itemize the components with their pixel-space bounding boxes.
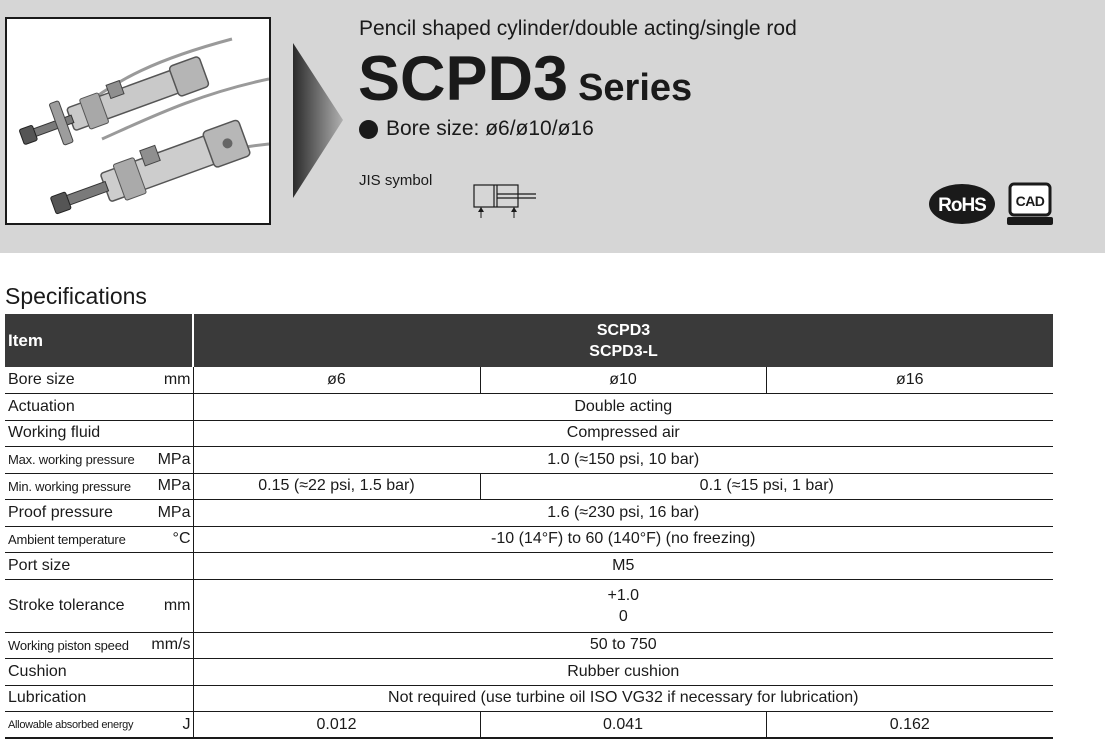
- row-label: Bore size: [5, 367, 148, 394]
- rohs-badge-icon: [928, 183, 996, 225]
- cell-value: 1.6 (≈230 psi, 16 bar): [193, 500, 1053, 527]
- table-row: [5, 659, 1053, 686]
- product-title: [358, 44, 692, 114]
- cad-badge-icon: [1007, 182, 1053, 226]
- table-row: [5, 579, 1053, 632]
- specifications-table: [5, 314, 1053, 739]
- row-label: Working fluid: [5, 420, 148, 447]
- table-header-row: [5, 314, 1053, 367]
- cell-value: 1.0 (≈150 psi, 10 bar): [193, 447, 1053, 474]
- table-row: [5, 447, 1053, 474]
- table-row: [5, 526, 1053, 553]
- row-unit: [148, 420, 193, 447]
- product-subtitle: Pencil shaped cylinder/double acting/single rod: [359, 17, 797, 40]
- cell-value: Compressed air: [193, 420, 1053, 447]
- row-label: Actuation: [5, 394, 148, 421]
- jis-cylinder-symbol-icon: [472, 180, 538, 220]
- cell-energy-6: 0.012: [193, 712, 480, 739]
- cell-value: Not required (use turbine oil ISO VG32 if necessary for lubrication): [193, 685, 1053, 712]
- cad-badge-text: CAD: [1015, 193, 1045, 209]
- tolerance-upper: +1.0: [607, 586, 640, 604]
- row-unit: [148, 394, 193, 421]
- item-column-header: Item: [5, 314, 193, 367]
- row-unit: °C: [148, 526, 193, 553]
- product-model-name: SCPD3: [358, 44, 569, 114]
- table-row: [5, 685, 1053, 712]
- cell-value: 50 to 750: [193, 632, 1053, 659]
- row-label: Stroke tolerance: [5, 579, 148, 632]
- row-label: Lubrication: [5, 685, 148, 712]
- table-row: [5, 473, 1053, 500]
- row-unit: J: [148, 712, 193, 739]
- tolerance-lower: 0: [618, 607, 628, 625]
- row-label: Port size: [5, 553, 148, 580]
- cell-value: Rubber cushion: [193, 659, 1053, 686]
- model-name-line2: SCPD3-L: [589, 342, 658, 360]
- cell-energy-16: 0.162: [766, 712, 1053, 739]
- table-row: [5, 500, 1053, 527]
- product-series-label: Series: [578, 67, 693, 109]
- row-label: Working piston speed: [5, 632, 148, 659]
- row-unit: [148, 659, 193, 686]
- cell-value-10-16: 0.1 (≈15 psi, 1 bar): [480, 473, 1053, 500]
- product-photo: [5, 17, 271, 225]
- row-label: Proof pressure: [5, 500, 148, 527]
- cell-value-6: 0.15 (≈22 psi, 1.5 bar): [193, 473, 480, 500]
- row-unit: MPa: [148, 473, 193, 500]
- table-row: [5, 420, 1053, 447]
- table-row: [5, 394, 1053, 421]
- table-row: [5, 553, 1053, 580]
- cylinder-photo-image: [7, 19, 269, 223]
- table-row: [5, 367, 1053, 394]
- bullet-icon: [359, 120, 378, 139]
- product-header: [0, 0, 1105, 253]
- row-unit: mm/s: [148, 632, 193, 659]
- row-unit: [148, 685, 193, 712]
- table-row: [5, 712, 1053, 739]
- row-label: Max. working pressure: [5, 447, 148, 474]
- cell-bore-10: ø10: [480, 367, 766, 394]
- cell-bore-6: ø6: [193, 367, 480, 394]
- specifications-heading: Specifications: [5, 283, 147, 309]
- row-unit: MPa: [148, 447, 193, 474]
- cell-value: [193, 579, 1053, 632]
- model-name-line1: SCPD3: [596, 321, 651, 339]
- model-column-header: [193, 314, 1053, 367]
- row-unit: MPa: [148, 500, 193, 527]
- row-unit: mm: [148, 579, 193, 632]
- cell-value: -10 (14°F) to 60 (140°F) (no freezing): [193, 526, 1053, 553]
- row-label: Cushion: [5, 659, 148, 686]
- row-unit: mm: [148, 367, 193, 394]
- row-label: Allowable absorbed energy: [5, 712, 148, 739]
- row-label: Min. working pressure: [5, 473, 148, 500]
- rohs-badge-text: RoHS: [938, 195, 986, 216]
- cell-value: M5: [193, 553, 1053, 580]
- cell-energy-10: 0.041: [480, 712, 766, 739]
- header-arrow-icon: [293, 43, 343, 198]
- cell-bore-16: ø16: [766, 367, 1053, 394]
- row-label: Ambient temperature: [5, 526, 148, 553]
- bore-size-text: Bore size: ø6/ø10/ø16: [386, 117, 594, 140]
- row-unit: [148, 553, 193, 580]
- cell-value: Double acting: [193, 394, 1053, 421]
- bore-size-line: [359, 117, 594, 141]
- table-row: [5, 632, 1053, 659]
- jis-symbol-label: JIS symbol: [359, 172, 433, 189]
